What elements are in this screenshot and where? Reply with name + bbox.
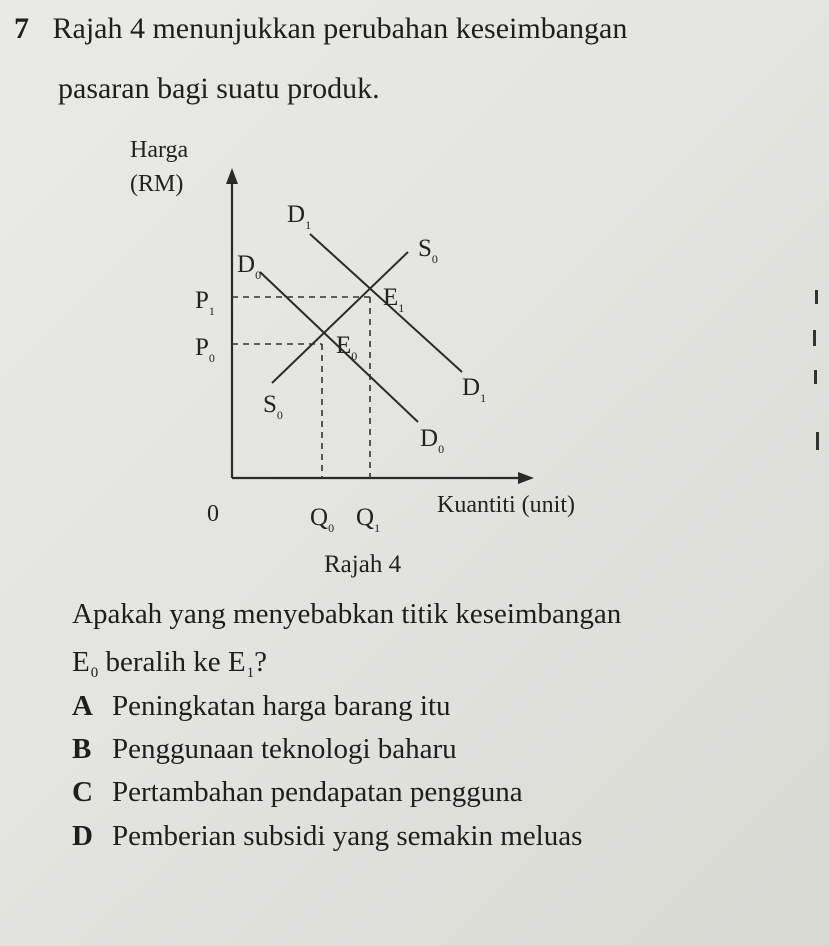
bleed-fragment [813, 330, 816, 346]
prompt-e1-sub: 1 [246, 665, 255, 681]
stem-text-1: Rajah 4 menunjukkan perubahan keseimbangan [52, 12, 628, 45]
prompt-end: ? [254, 646, 267, 678]
prompt-line-2 [72, 648, 267, 681]
d1-top-label: $D_1$ [287, 201, 312, 232]
bleed-fragment [815, 290, 818, 304]
d1-bottom-label: $D_1$ [462, 374, 487, 405]
prompt-e0: E [72, 646, 90, 678]
bleed-fragment [814, 370, 817, 384]
s0-top-label: $S_0$ [418, 235, 438, 266]
bleed-fragment [816, 432, 819, 450]
d0-bottom-label: $D_0$ [420, 425, 445, 456]
option-c-text: Pertambahan pendapatan pengguna [112, 776, 523, 808]
option-a-letter: A [72, 690, 93, 722]
diagram-caption: Rajah 4 [324, 551, 402, 578]
p0-label: $P_0$ [195, 334, 215, 365]
option-c-letter: C [72, 776, 93, 808]
option-d[interactable] [72, 822, 582, 851]
prompt-e0-sub: 0 [90, 665, 99, 681]
prompt-line-1: Apakah yang menyebabkan titik keseimbangan [72, 598, 622, 630]
y-axis-label-harga: Harga [130, 137, 189, 163]
option-c[interactable] [72, 778, 523, 807]
y-axis-arrow [226, 168, 238, 184]
s0-bottom-label: $S_0$ [263, 391, 283, 422]
d0-top-label: $D_0$ [237, 251, 262, 282]
p1-label: $P_1$ [195, 287, 215, 318]
option-b-text: Penggunaan teknologi baharu [112, 733, 457, 765]
question-number: 7 [14, 12, 29, 45]
q0-label: $Q_0$ [310, 504, 335, 535]
y-axis-label-rm: (RM) [130, 171, 184, 197]
origin-label: 0 [207, 501, 219, 527]
question-stem-line-2: pasaran bagi suatu produk. [58, 72, 380, 105]
option-a-text: Peningkatan harga barang itu [112, 690, 451, 722]
option-b-letter: B [72, 733, 92, 765]
option-d-text: Pemberian subsidi yang semakin meluas [112, 820, 583, 852]
x-axis-arrow [518, 472, 534, 484]
supply-curve-s0 [272, 252, 408, 383]
e1-label: $E_1$ [383, 284, 405, 315]
option-b[interactable] [72, 735, 457, 764]
q1-label: $Q_1$ [356, 504, 381, 535]
e0-label: $E_0$ [336, 332, 358, 363]
option-d-letter: D [72, 820, 93, 852]
prompt-mid: beralih ke E [98, 646, 246, 678]
option-a[interactable] [72, 692, 451, 721]
x-axis-label: Kuantiti (unit) [437, 492, 575, 518]
